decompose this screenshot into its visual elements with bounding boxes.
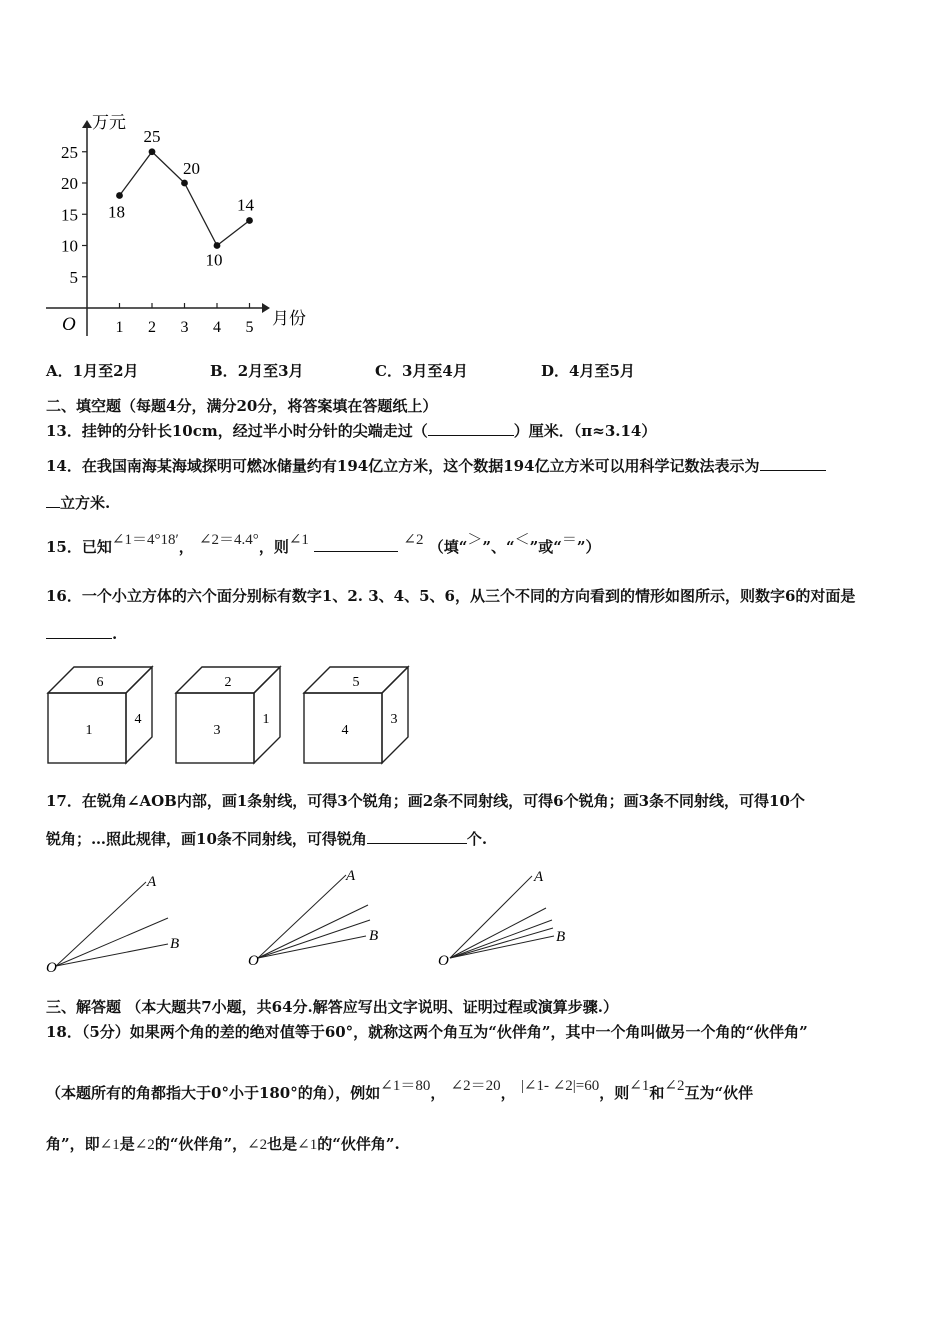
question-14-line2: 立方米. xyxy=(46,492,110,513)
question-17-line1: 17．在锐角∠AOB内部，画1条射线，可得3个锐角；画2条不同射线，可得6个锐角；画3条不同射线，可得10个 xyxy=(46,792,805,810)
ray-figures xyxy=(40,868,600,978)
x-tick-label: 4 xyxy=(213,319,221,336)
cube-2-front: 3 xyxy=(213,723,221,738)
question-14-line1: 14．在我国南海某海域探明可燃冰储量约有194亿立方米，这个数据194亿立方米可以用科学记数法表示为 xyxy=(46,455,826,476)
ray-2-label-b: B xyxy=(369,928,379,944)
data-point xyxy=(181,180,188,187)
cube-2-top: 2 xyxy=(224,675,232,690)
cube-2-side: 1 xyxy=(262,712,270,727)
ray-2-label-o: O xyxy=(248,953,259,969)
x-axis-label: 月份 xyxy=(272,309,306,328)
y-tick-label: 25 xyxy=(61,142,78,162)
option-d: D．4月至5月 xyxy=(541,362,635,380)
ray-figure-1 xyxy=(46,874,179,976)
y-axis-arrow xyxy=(82,120,92,128)
question-18-line3: 角”，即∠1是∠2的“伙伴角”，∠2也是∠1的“伙伴角”. xyxy=(46,1135,400,1153)
option-a: A．1月至2月 xyxy=(46,362,139,380)
section-2-heading: 二、填空题（每题4分，满分20分，将答案填在答题纸上） xyxy=(46,397,438,415)
y-tick-label: 20 xyxy=(61,174,78,193)
cube-2 xyxy=(176,667,280,763)
x-axis-arrow xyxy=(262,303,270,313)
data-point xyxy=(246,217,253,224)
cube-3-side: 3 xyxy=(390,712,398,727)
section-3-heading: 三、解答题 （本大题共7小题，共64分.解答应写出文字说明、证明过程或演算步骤.） xyxy=(46,998,618,1016)
question-18-line2: （本题所有的角都指大于0°小于180°的角），例如∠1＝80， ∠2＝20， |∠1- ∠2|=60，则∠1和∠2互为“伙伴 xyxy=(46,1078,754,1102)
data-point xyxy=(149,148,156,155)
cube-1-side: 4 xyxy=(134,712,142,727)
ray-3-label-o: O xyxy=(438,953,449,969)
question-16-line2: . xyxy=(46,624,117,643)
question-15: 15．已知∠1＝4°18′， ∠2＝4.4°，则∠1 ∠2 （填“＞”、“＜”或“＝”） xyxy=(46,532,601,556)
data-point xyxy=(116,192,123,199)
question-16-line1: 16．一个小立方体的六个面分别标有数字1、2. 3、4、5、6，从三个不同的方向看到的情形如图所示，则数字6的对面是 xyxy=(46,587,856,605)
y-tick-label: 10 xyxy=(61,236,78,256)
line-chart xyxy=(40,100,330,345)
cube-3-top: 5 xyxy=(352,675,360,690)
x-tick-label: 5 xyxy=(245,319,254,336)
data-label: 18 xyxy=(108,202,125,222)
data-label: 20 xyxy=(183,159,200,178)
ray-2-label-a: A xyxy=(346,868,356,884)
question-17-line2: 锐角；…照此规律，画10条不同射线，可得锐角 个. xyxy=(46,830,488,848)
origin-label: O xyxy=(62,314,76,335)
data-label: 10 xyxy=(205,250,223,270)
x-tick-label: 3 xyxy=(180,319,189,336)
option-c: C．3月至4月 xyxy=(375,362,468,380)
ray-3-label-b: B xyxy=(556,929,566,945)
x-tick-label: 2 xyxy=(148,319,156,336)
question-18-line1: 18．（5分）如果两个角的差的绝对值等于60°，就称这两个角互为“伙伴角”，其中一个角叫做另一个角的“伙伴角” xyxy=(46,1023,808,1041)
question-13: 13．挂钟的分针长10cm，经过半小时分针的尖端走过（ ）厘米．（π≈3.14） xyxy=(46,422,657,440)
ray-figure-2 xyxy=(248,868,378,969)
cube-1-front: 1 xyxy=(85,723,93,738)
y-tick-label: 15 xyxy=(61,205,78,225)
data-point xyxy=(214,242,221,249)
cube-3-front: 4 xyxy=(341,723,349,738)
ray-figure-3 xyxy=(438,869,565,969)
ray-3-label-a: A xyxy=(534,869,544,885)
ray-1-label-o: O xyxy=(46,960,57,976)
cube-figures xyxy=(44,665,424,765)
cube-1 xyxy=(48,667,152,763)
data-label: 14 xyxy=(237,195,254,215)
cube-1-top: 6 xyxy=(96,675,104,690)
x-tick-label: 1 xyxy=(115,319,124,336)
y-tick-label: 5 xyxy=(69,267,78,287)
ray-1-label-b: B xyxy=(170,936,180,952)
y-axis-label: 万元 xyxy=(92,113,126,132)
ray-1-label-a: A xyxy=(147,874,157,890)
data-label: 25 xyxy=(143,126,161,146)
option-b: B．2月至3月 xyxy=(210,362,304,380)
cube-3 xyxy=(304,667,408,763)
